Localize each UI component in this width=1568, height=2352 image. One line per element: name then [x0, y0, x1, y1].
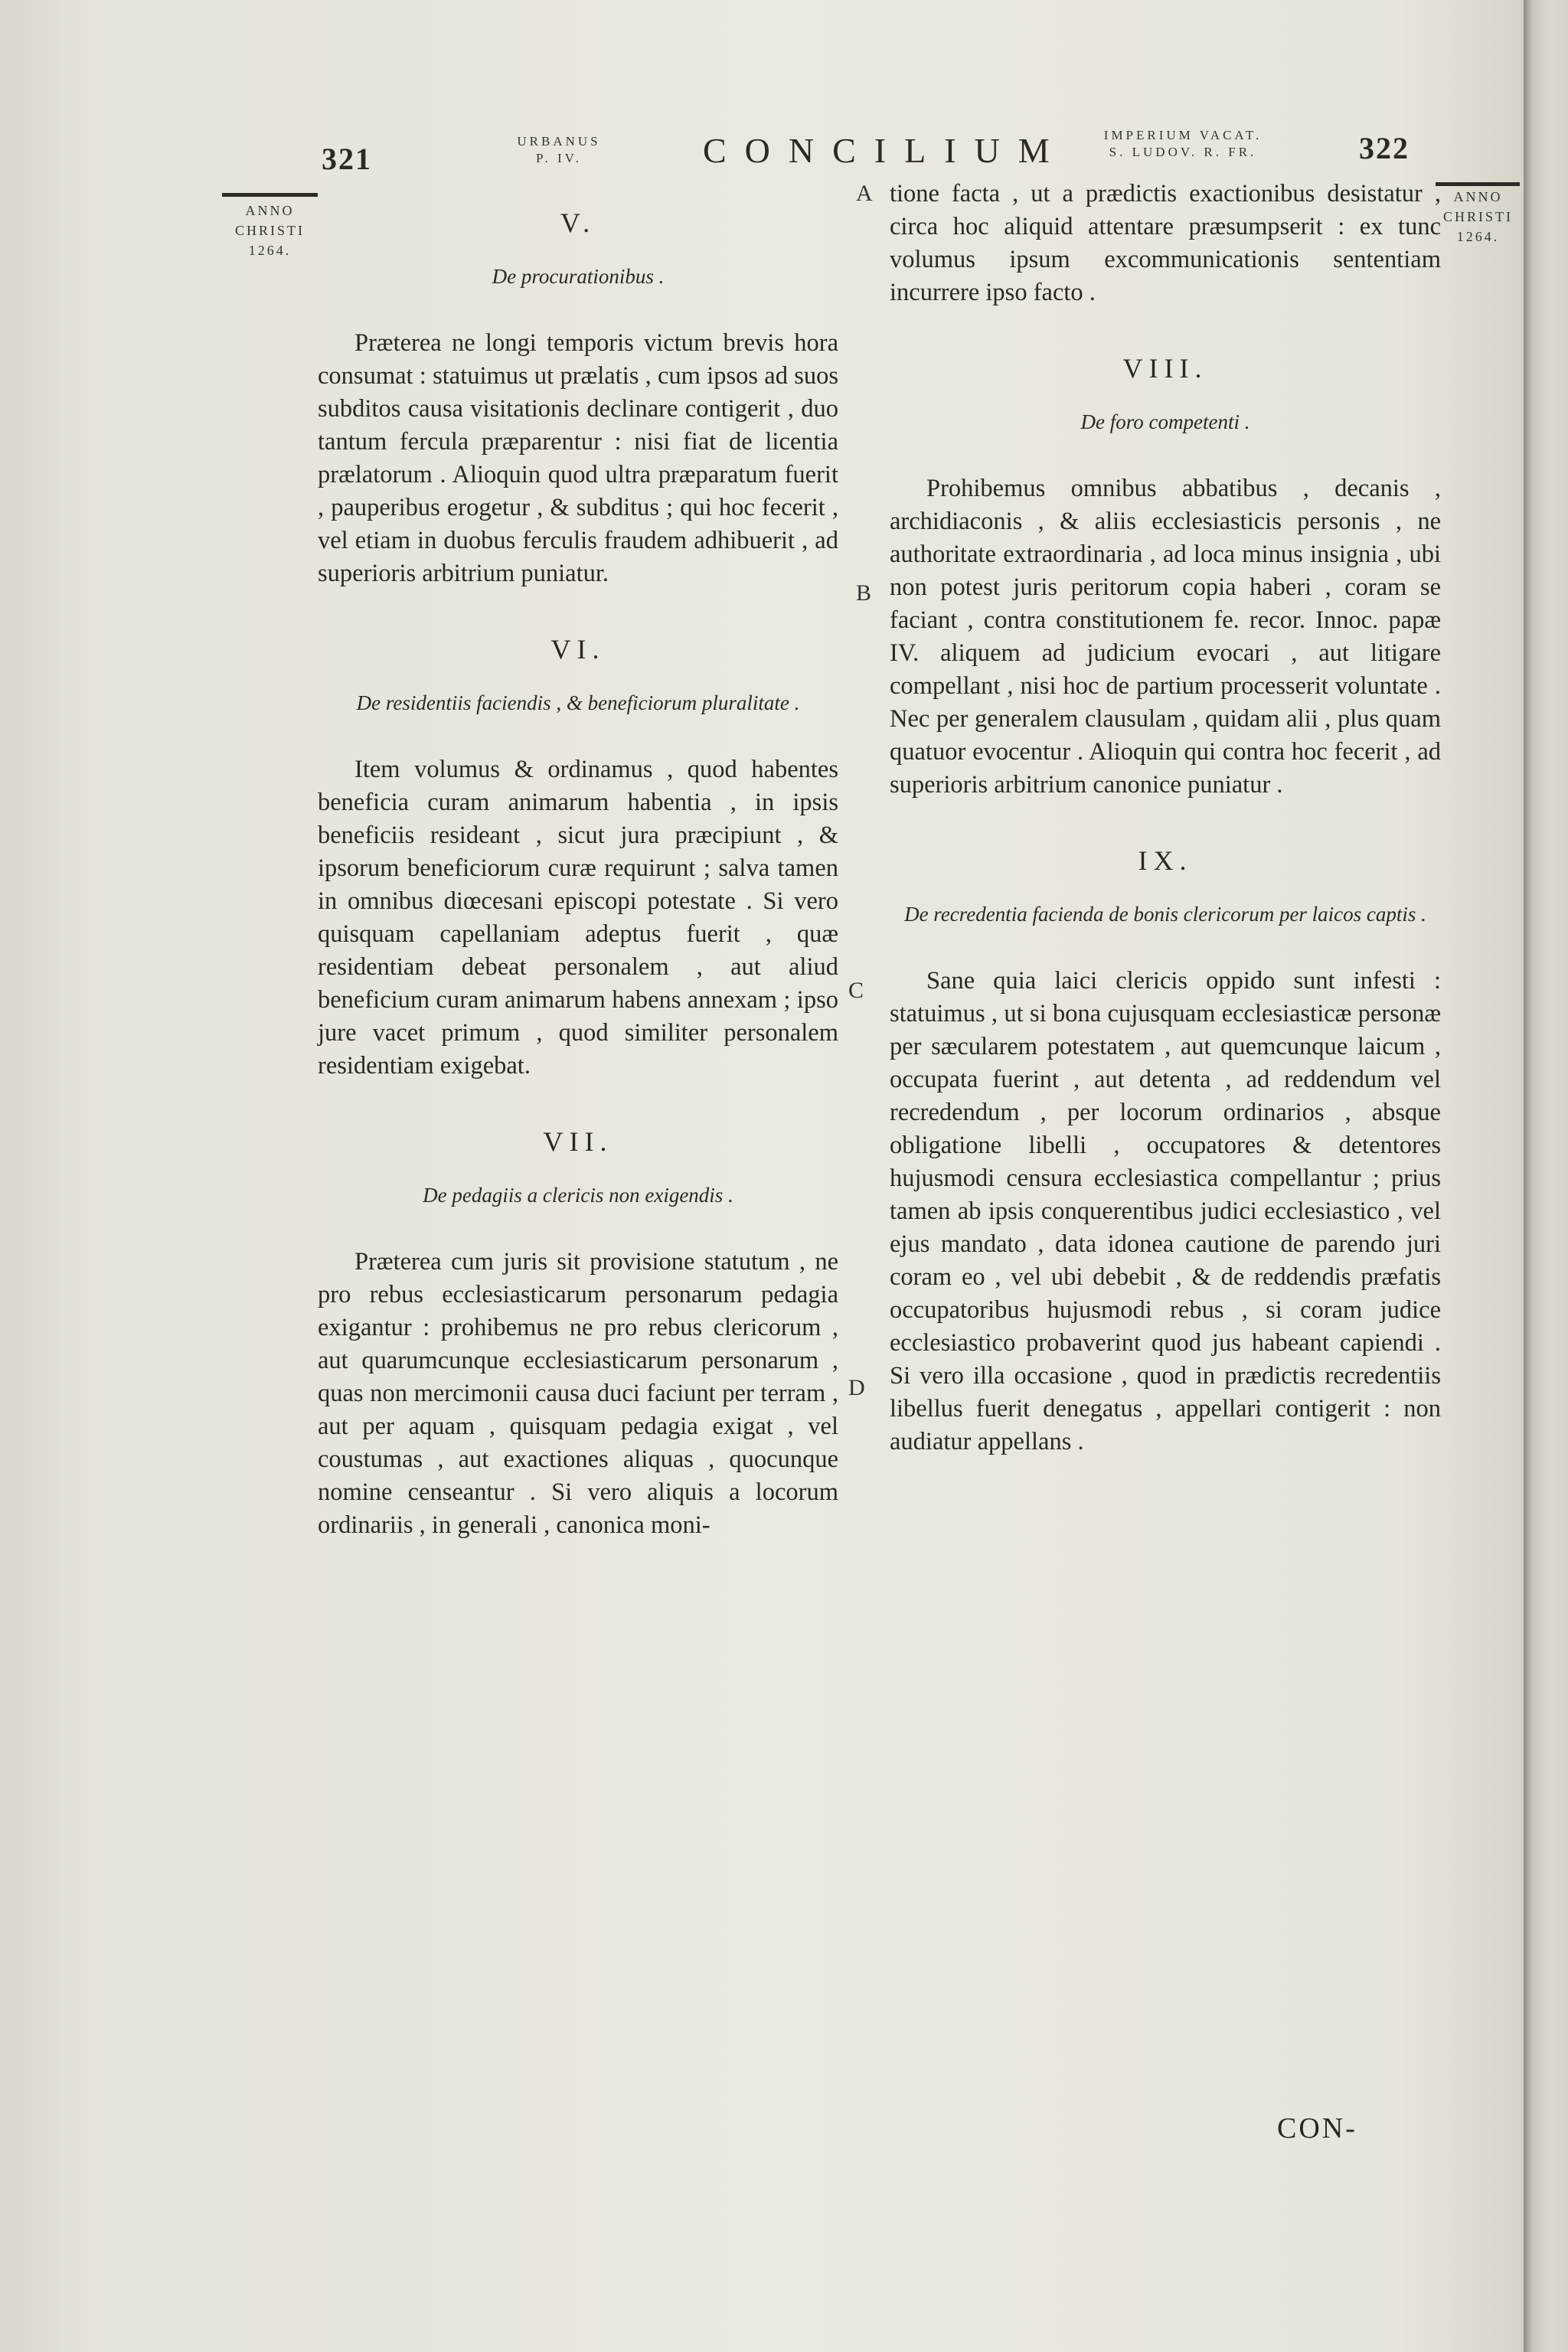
margin-rule: [1436, 182, 1520, 186]
margin-letter-b: B: [856, 580, 872, 606]
margin-letter-d: D: [848, 1375, 865, 1400]
section-text: Prohibemus omnibus abbatibus , decanis , archidiaconis , & aliis ecclesiasticis personis , ne authoritate extraordinaria , ad loca minus insignia , ubi non potest juris peritorum copia haberi , coram se faciant , contra constitutionem fe. recor. Innoc. papæ IV. aliquem ad judicium evocari , aut litigare compellant , nisi hoc de partium processerit voluntate . Nec per generalem clausulam , quidam alii , plus quam quatuor evocentur . Alioquin qui contra hoc fecerit , ad superioris arbitrium canonice puniatur .: [890, 475, 1441, 799]
section-number: IX.: [1138, 845, 1193, 876]
section-text: Præterea ne longi temporis victum brevis hora consumat : statuimus ut prælatis , cum ipsos ad suos subditos causa visitationis declinare contigerit , duo tantum fercula præparentur : nisi fiat de licentia prælatorum . Alioquin quod ultra præparatum fuerit , pauperibus erogetur , & subditus ; qui hoc fecerit , vel etiam in duobus ferculis fraudem adhibuerit , ad superioris arbitrium puniatur.: [318, 329, 838, 587]
section-title: De foro competenti .: [1080, 410, 1250, 433]
right-column: [890, 178, 1441, 1459]
anno-line: ANNO: [1453, 189, 1503, 204]
running-head-line: S. LUDOV. R. FR.: [1109, 145, 1257, 159]
margin-letter-c: C: [848, 978, 864, 1003]
catchword: CON-: [1277, 2112, 1357, 2145]
page-title: CONCILIUM: [703, 131, 1068, 170]
section-number: VI.: [550, 634, 606, 665]
right-page-number: 322: [1359, 131, 1410, 165]
right-running-head: [1068, 127, 1298, 161]
left-running-head: [505, 133, 612, 167]
left-margin-anno: [218, 201, 322, 260]
running-head-line: IMPERIUM VACAT.: [1103, 128, 1263, 142]
anno-line: 1264.: [248, 243, 292, 258]
left-page-number: 321: [322, 142, 372, 176]
section-number: V.: [560, 207, 596, 238]
anno-line: 1264.: [1456, 229, 1500, 244]
running-head-line: URBANUS: [517, 134, 601, 149]
section-title: De residentiis faciendis , & beneficiorum pluralitate .: [356, 691, 800, 714]
section-text: Sane quia laici clericis oppido sunt infesti : statuimus , ut si bona cujusquam ecclesiasticæ personæ per sæcularem potestatem , aut quemcunque laicum , occupata fuerint , aut detenta , ad reddendum vel recredendum , per locorum ordinarios , absque obligatione libelli , occupatores & detentores hujusmodi censura ecclesiastica compellantur ; prius tamen ab ipsis conquerentibus judici ecclesiastico , vel ejus mandato , data idonea cautione de parendo juri coram eo , vel ubi debebit , & de reddendis præfatis occupatoribus hujusmodi rebus , si coram judice ecclesiastico probaverint quod jus habeant capiendi . Si vero illa occasione , quod in prædictis recredentiis libellus fuerit denegatus , appellari contigerit : non audiatur appellans .: [890, 967, 1441, 1455]
continuation-text: tione facta , ut a prædictis exactionibus desistatur , circa hoc aliquid attentare præsumpserit : ex tunc volumus ipsum excommunicationis sententiam incurrere ipso facto .: [890, 180, 1441, 306]
anno-line: CHRISTI: [234, 223, 305, 238]
section-title: De procurationibus .: [492, 265, 665, 288]
running-head-line: P. IV.: [535, 151, 583, 165]
section-text: Præterea cum juris sit provisione statutum , ne pro rebus ecclesiasticarum personarum pedagia exigantur : prohibemus ne pro rebus clericorum , aut quarumcunque ecclesiasticarum personarum , quas non mercimonii causa duci faciunt per terram , aut per aquam , quisquam pedagia exigat , vel coustumas , aut exactiones aliquas , quocunque nomine censeantur . Si vero aliquis a locorum ordinariis , in generali , canonica moni-: [318, 1248, 838, 1539]
margin-rule: [222, 193, 318, 197]
section-text: Item volumus & ordinamus , quod habentes beneficia curam animarum habentia , in ipsis beneficiis resideant , sicut jura præcipiunt , & ipsorum beneficiorum curæ requirunt ; salva tamen in omnibus diœcesani episcopi potestate . Si vero quisquam capellaniam adeptus fuerit , quæ residentiam debeat personalem , aut aliud beneficium curam animarum habens annexam ; ipso jure vacet primum , quod similiter personalem residentiam exigebat.: [318, 756, 838, 1080]
section-number: VIII.: [1122, 353, 1208, 384]
anno-line: ANNO: [245, 203, 295, 218]
margin-letter-a: A: [856, 181, 873, 206]
section-number: VII.: [543, 1126, 613, 1157]
right-margin-anno: [1430, 187, 1526, 247]
section-title: De recredentia facienda de bonis clericorum per laicos captis .: [904, 903, 1426, 926]
bleed-through-text: [896, 1769, 902, 1795]
anno-line: CHRISTI: [1442, 209, 1513, 224]
section-title: De pedagiis a clericis non exigendis .: [423, 1184, 733, 1207]
next-page-edge: [1524, 0, 1568, 2352]
left-column: [318, 207, 838, 1542]
